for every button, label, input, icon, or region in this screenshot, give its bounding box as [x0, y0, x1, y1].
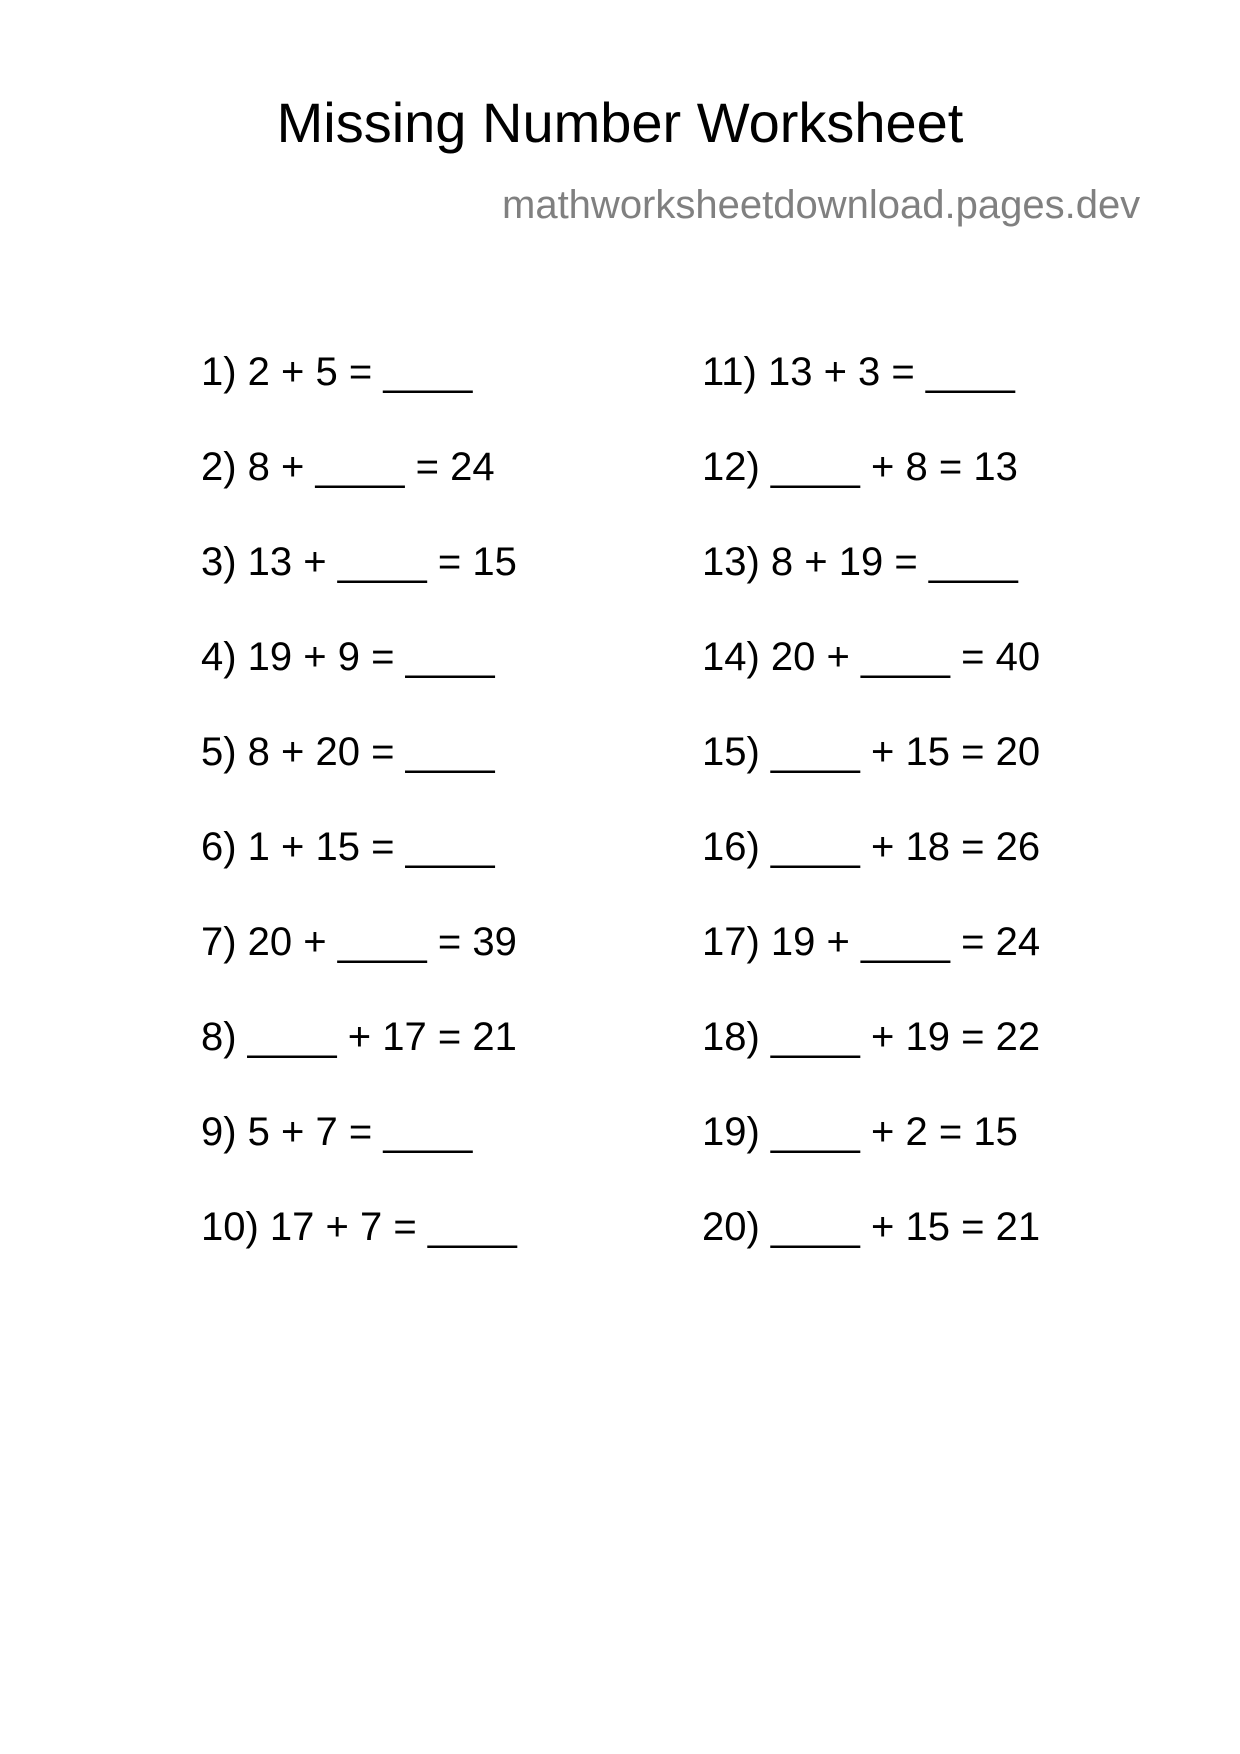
problem-8: 8) ____ + 17 = 21	[201, 1015, 517, 1059]
problem-19: 19) ____ + 2 = 15	[702, 1110, 1018, 1154]
problem-14: 14) 20 + ____ = 40	[702, 635, 1041, 679]
problem-3: 3) 13 + ____ = 15	[201, 540, 517, 584]
problem-12: 12) ____ + 8 = 13	[702, 445, 1018, 489]
problem-column-right	[702, 352, 1040, 1302]
page-title: Missing Number Worksheet	[276, 91, 964, 154]
problem-6: 6) 1 + 15 = ____	[201, 825, 495, 869]
problem-1: 1) 2 + 5 = ____	[201, 350, 473, 394]
problem-column-left	[201, 352, 517, 1302]
problem-2: 2) 8 + ____ = 24	[201, 445, 495, 489]
problem-18: 18) ____ + 19 = 22	[702, 1015, 1041, 1059]
problem-10: 10) 17 + 7 = ____	[201, 1205, 517, 1249]
problem-9: 9) 5 + 7 = ____	[201, 1110, 473, 1154]
problem-7: 7) 20 + ____ = 39	[201, 920, 517, 964]
problem-16: 16) ____ + 18 = 26	[702, 825, 1041, 869]
problem-5: 5) 8 + 20 = ____	[201, 730, 495, 774]
problem-4: 4) 19 + 9 = ____	[201, 635, 495, 679]
problem-15: 15) ____ + 15 = 20	[702, 730, 1041, 774]
problem-17: 17) 19 + ____ = 24	[702, 920, 1041, 964]
website-url: mathworksheetdownload.pages.dev	[502, 183, 1141, 227]
problem-13: 13) 8 + 19 = ____	[702, 540, 1018, 584]
problem-20: 20) ____ + 15 = 21	[702, 1205, 1041, 1249]
problem-11: 11) 13 + 3 = ____	[702, 350, 1015, 394]
